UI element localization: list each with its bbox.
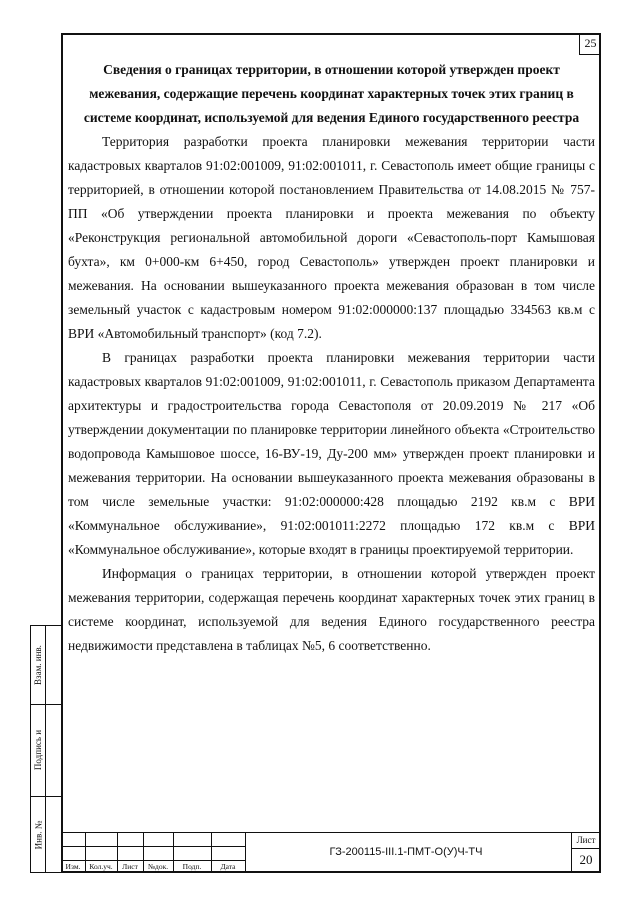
title-block [61, 832, 601, 873]
side-label-inv: Инв. № [33, 820, 43, 850]
header-kol-uch: Кол.уч. [89, 862, 113, 871]
header-izm: Изм. [65, 862, 81, 871]
section-title: Сведения о границах территории, в отношении которой утвержден проект межевания, содержащие перечень координат характерных точек этих границ в системе координат, используемой для ведения Единого государственного реестра [83, 62, 580, 125]
sheet-number: 20 [579, 852, 593, 867]
corner-page-number: 25 [579, 33, 601, 55]
side-label-podpis: Подпись и [33, 729, 43, 771]
paragraph-3: Информация о границах территории, в отношении которой утвержден проект межевания территории, содержащая перечень координат характерных точек этих границ в системе координат, используемой для ведения Единого государственного реестра недвижимости представлена в таблицах №5, 6 соответственно. [68, 566, 595, 653]
header-list: Лист [122, 862, 138, 871]
paragraph-1: Территория разработки проекта планировки межевания территории части кадастровых кварталов 91:02:001009, 91:02:001011, г. Севастополь имеет общие границы с территорией, в отношении которой постановлением Правительства от 14.08.2015 № 757-ПП «Об утверждении проекта планировки и проекта межевания по объекту «Реконструкция региональной автомобильной дороги «Севастополь-порт Камышовая бухта», км 0+000-км 6+450, город Севастополь» утвержден проект планировки и межевания. На основании вышеуказанного проекта межевания образован в том числе земельный участок с кадастровым номером 91:02:000000:137 площадью 334563 кв.м с ВРИ «Автомобильный транспорт» (код 7.2). [68, 134, 595, 341]
document-code: ГЗ-200115-III.1-ПМТ-О(У)Ч-ТЧ [329, 846, 483, 858]
side-stamp-strip [30, 625, 61, 873]
document-body [68, 58, 595, 658]
header-podp: Подп. [182, 862, 202, 871]
header-ndok: №док. [147, 862, 169, 871]
header-data: Дата [220, 862, 236, 871]
paragraph-2: В границах разработки проекта планировки межевания территории части кадастровых кварталов 91:02:001009, 91:02:001011, г. Севастополь приказом Департамента архитектуры и градостроительства города Севастополя от 20.09.2019 № 217 «Об утверждении документации по планировке территории линейного объекта «Строительство водопровода Камышовое шоссе, 16-ВУ-19, Ду-200 мм» утвержден проект планировки и межевания территории. На основании вышеуказанного проекта межевания образованы в том числе земельные участки: 91:02:000000:428 площадью 2192 кв.м с ВРИ «Коммунальное обслуживание», 91:02:001011:2272 площадью 172 кв.м с ВРИ «Коммунальное обслуживание», которые входят в границы проектируемой территории. [68, 350, 595, 557]
sheet-label: Лист [576, 835, 596, 845]
side-label-vzam: Взам. инв. [33, 645, 44, 685]
